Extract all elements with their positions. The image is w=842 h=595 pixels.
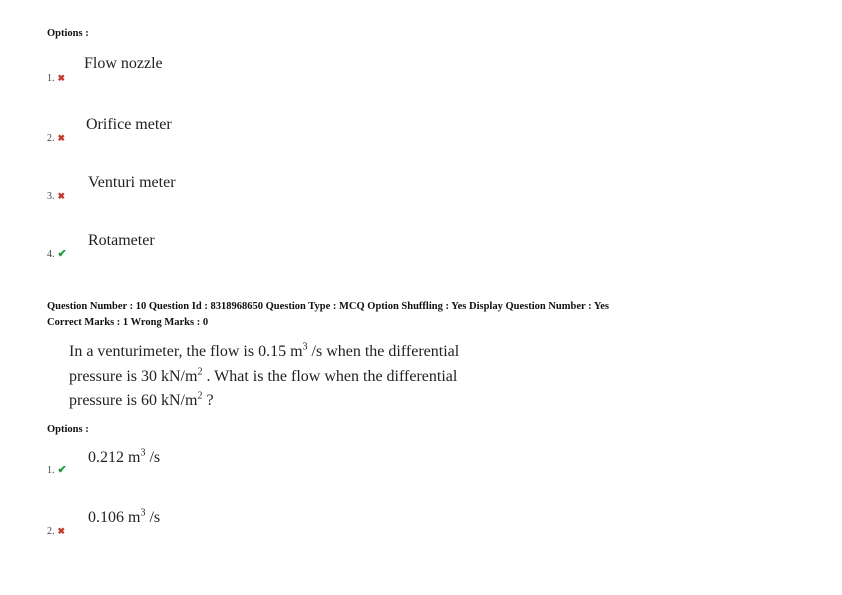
- cross-mark-icon: ✖: [57, 191, 66, 201]
- cross-mark-icon: ✖: [57, 526, 66, 536]
- question-text: [69, 340, 459, 414]
- option-text: Rotameter: [88, 232, 155, 249]
- option-number-label: 1.: [47, 73, 55, 84]
- question-marks: Correct Marks : 1 Wrong Marks : 0: [47, 317, 209, 328]
- check-mark-icon: ✔: [57, 248, 67, 260]
- option-number-label: 4.: [47, 249, 55, 260]
- cross-mark-icon: ✖: [57, 133, 66, 143]
- option-number: [47, 465, 67, 476]
- option-text: Venturi meter: [88, 174, 176, 191]
- option-text: Flow nozzle: [84, 55, 163, 72]
- option-number: [47, 249, 67, 260]
- check-mark-icon: ✔: [57, 464, 67, 476]
- option-number-label: 1.: [47, 465, 55, 476]
- option-number-label: 2.: [47, 526, 55, 537]
- option-number: [47, 133, 65, 144]
- option-number-label: 2.: [47, 133, 55, 144]
- question-header: Question Number : 10 Question Id : 8318968650 Question Type : MCQ Option Shuffling : Yes Display Question Number : Yes: [47, 301, 610, 312]
- cross-mark-icon: ✖: [57, 73, 66, 83]
- option-number: [47, 191, 65, 202]
- question-text-line: pressure is 60 $kN/m^2$ ?: [69, 390, 214, 409]
- option-text: 0.106 $m^3$ /s: [88, 507, 161, 526]
- options-label: Options :: [47, 424, 89, 435]
- question-text-line: In a venturimeter, the flow is 0.15 $m^3$ /s when the differential: [69, 341, 460, 360]
- option-number: [47, 526, 65, 537]
- question-text-line: pressure is 30 $kN/m^2$ . What is the flow when the differential: [69, 366, 458, 385]
- options-label: Options :: [47, 28, 89, 39]
- option-text: 0.212 $m^3$ /s: [88, 447, 161, 466]
- option-text: Orifice meter: [86, 116, 172, 133]
- option-number: [47, 73, 65, 84]
- option-number-label: 3.: [47, 191, 55, 202]
